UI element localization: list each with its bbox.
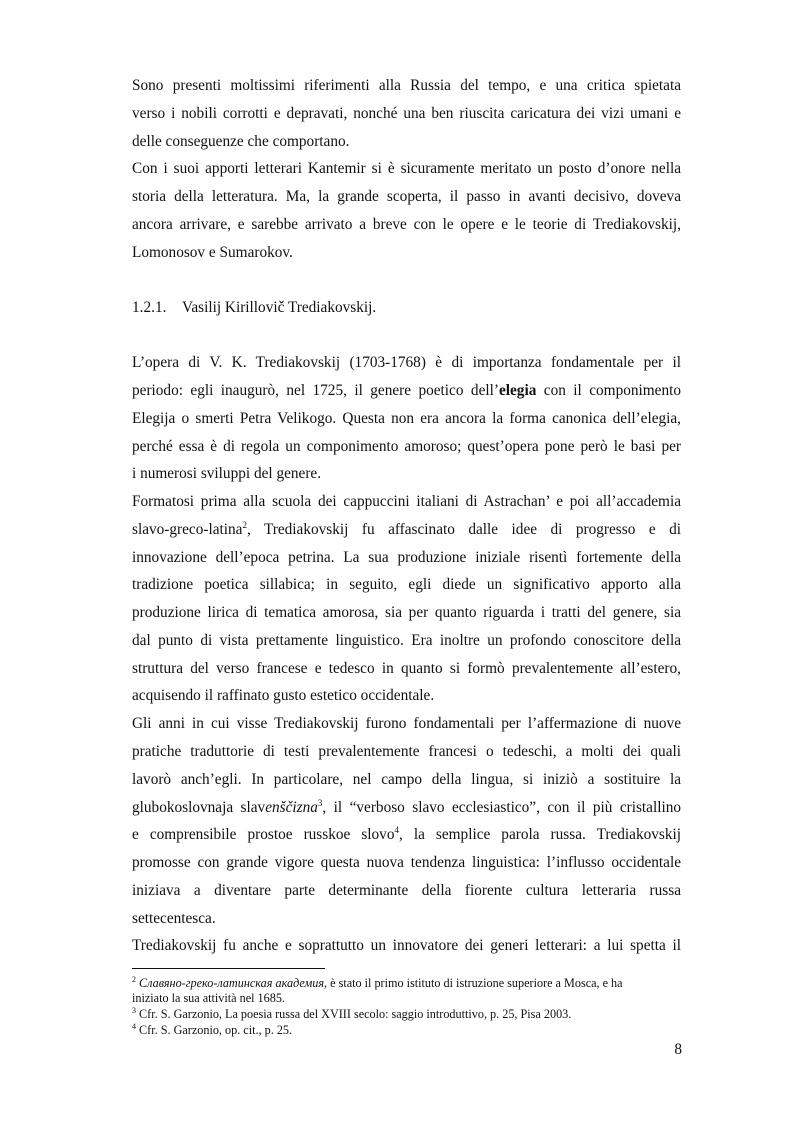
body-text-line: Trediakovskij fu anche e soprattutto un innovatore dei generi letterari: a lui spetta il bbox=[132, 937, 681, 954]
footnote-number: 2 bbox=[132, 975, 136, 984]
italic-term: enščizna bbox=[265, 799, 318, 816]
body-text-line: Lomonosov e Sumarokov. bbox=[132, 244, 293, 261]
section-heading bbox=[132, 298, 376, 318]
text-run: glubokoslovnaja slav bbox=[132, 799, 266, 816]
body-text-line: perché essa è di regola un componimento amoroso; quest’opera pone però le basi per bbox=[132, 438, 681, 455]
footnote-number: 3 bbox=[132, 1006, 136, 1015]
body-text-line: Gli anni in cui visse Trediakovskij furono fondamentali per l’affermazione di nuove bbox=[132, 715, 681, 732]
page-number: 8 bbox=[674, 1041, 682, 1058]
body-text-line bbox=[132, 381, 681, 401]
body-text-line: delle conseguenze che comportano. bbox=[132, 133, 350, 150]
body-text-line: ancora arrivare, e sarebbe arrivato a breve con le opere e le teorie di Trediakovskij, bbox=[132, 216, 681, 233]
body-text-line: pratiche traduttorie di testi prevalentemente francesi o tedeschi, a molti dei quali bbox=[132, 743, 681, 760]
text-run: e comprensibile prostoe russkoe slovo bbox=[132, 826, 395, 843]
footnote-ref[interactable]: 3 bbox=[317, 798, 323, 808]
body-text-line bbox=[132, 520, 681, 540]
text-run: è stato il primo istituto di istruzione superiore a Mosca, e ha bbox=[327, 976, 623, 990]
footnote-2-continued: iniziato la sua attività nel 1685. bbox=[132, 991, 285, 1005]
footnote-3 bbox=[132, 1007, 681, 1021]
section-title: Vasilij Kirillovič Trediakovskij. bbox=[182, 299, 377, 316]
text-run: , il “verboso slavo ecclesiastico”, con il più cristallino bbox=[322, 799, 681, 816]
body-text-line: Con i suoi apporti letterari Kantemir si è sicuramente meritato un posto d’onore nella bbox=[132, 160, 681, 177]
body-text-line: struttura del verso francese e tedesco in quanto si formò prevalentemente all’estero, bbox=[132, 660, 681, 677]
body-text-line: settecentesca. bbox=[132, 910, 216, 927]
body-text-line: lavorò anch’egli. In particolare, nel campo della lingua, si iniziò a sostituire la bbox=[132, 771, 681, 788]
body-text-line: dal punto di vista prettamente linguistico. Era inoltre un profondo conoscitore della bbox=[132, 632, 681, 649]
body-text-line: Elegija o smerti Petra Velikogo. Questa non era ancora la forma canonica dell’elegia, bbox=[132, 410, 681, 427]
footnote-2 bbox=[132, 976, 681, 990]
text-run: periodo: egli inaugurò, nel 1725, il genere poetico dell’ bbox=[132, 382, 499, 399]
footnote-separator bbox=[132, 968, 325, 969]
body-text-line: storia della letteratura. Ma, la grande scoperta, il passo in avanti decisivo, doveva bbox=[132, 188, 681, 205]
body-text-line: tradizione poetica sillabica; in seguito, egli diede un significativo apporto alla bbox=[132, 576, 681, 593]
text-run: , la semplice parola russa. Trediakovskij bbox=[398, 826, 681, 843]
section-number: 1.2.1. bbox=[132, 299, 167, 316]
text-run: Cfr. S. Garzonio, op. cit., p. 25. bbox=[136, 1023, 293, 1037]
footnote-4 bbox=[132, 1023, 681, 1037]
text-run: slavo-greco-latina bbox=[132, 521, 243, 538]
body-text-line: Sono presenti moltissimi riferimenti alla Russia del tempo, e una critica spietata bbox=[132, 77, 681, 94]
text-run: , Trediakovskij fu affascinato dalle idee di progresso e di bbox=[246, 521, 681, 538]
text-run: con il componimento bbox=[536, 382, 681, 399]
text-run: Cfr. S. Garzonio, La poesia russa del XVIII secolo: saggio introduttivo, p. 25, Pisa 2003. bbox=[136, 1007, 572, 1021]
body-text-line: i numerosi sviluppi del genere. bbox=[132, 465, 322, 482]
italic-term: Славяно-греко-латинская академия, bbox=[139, 976, 328, 990]
body-text-line: iniziava a diventare parte determinante della fiorente cultura letteraria russa bbox=[132, 882, 681, 899]
footnote-ref[interactable]: 2 bbox=[242, 520, 247, 530]
body-text-line: acquisendo il raffinato gusto estetico occidentale. bbox=[132, 687, 435, 704]
body-text-line: produzione lirica di tematica amorosa, sia per quanto riguarda i tratti del genere, sia bbox=[132, 604, 681, 621]
body-text-line: Formatosi prima alla scuola dei cappuccini italiani di Astrachan’ e poi all’accademia bbox=[132, 493, 681, 510]
body-text-line: verso i nobili corrotti e depravati, nonché una ben riuscita caricatura dei vizi umani e bbox=[132, 105, 681, 122]
footnote-number: 4 bbox=[132, 1022, 136, 1031]
body-text-line: promosse con grande vigore questa nuova tendenza linguistica: l’influsso occidentale bbox=[132, 854, 681, 871]
footnote-ref[interactable]: 4 bbox=[394, 825, 399, 835]
body-text-line bbox=[132, 798, 681, 818]
body-text-line bbox=[132, 825, 681, 845]
bold-term: elegia bbox=[498, 382, 537, 399]
body-text-line: innovazione dell’epoca petrina. La sua produzione iniziale risentì fortemente della bbox=[132, 549, 681, 566]
body-text-line: L’opera di V. K. Trediakovskij (1703-1768) è di importanza fondamentale per il bbox=[132, 354, 681, 371]
